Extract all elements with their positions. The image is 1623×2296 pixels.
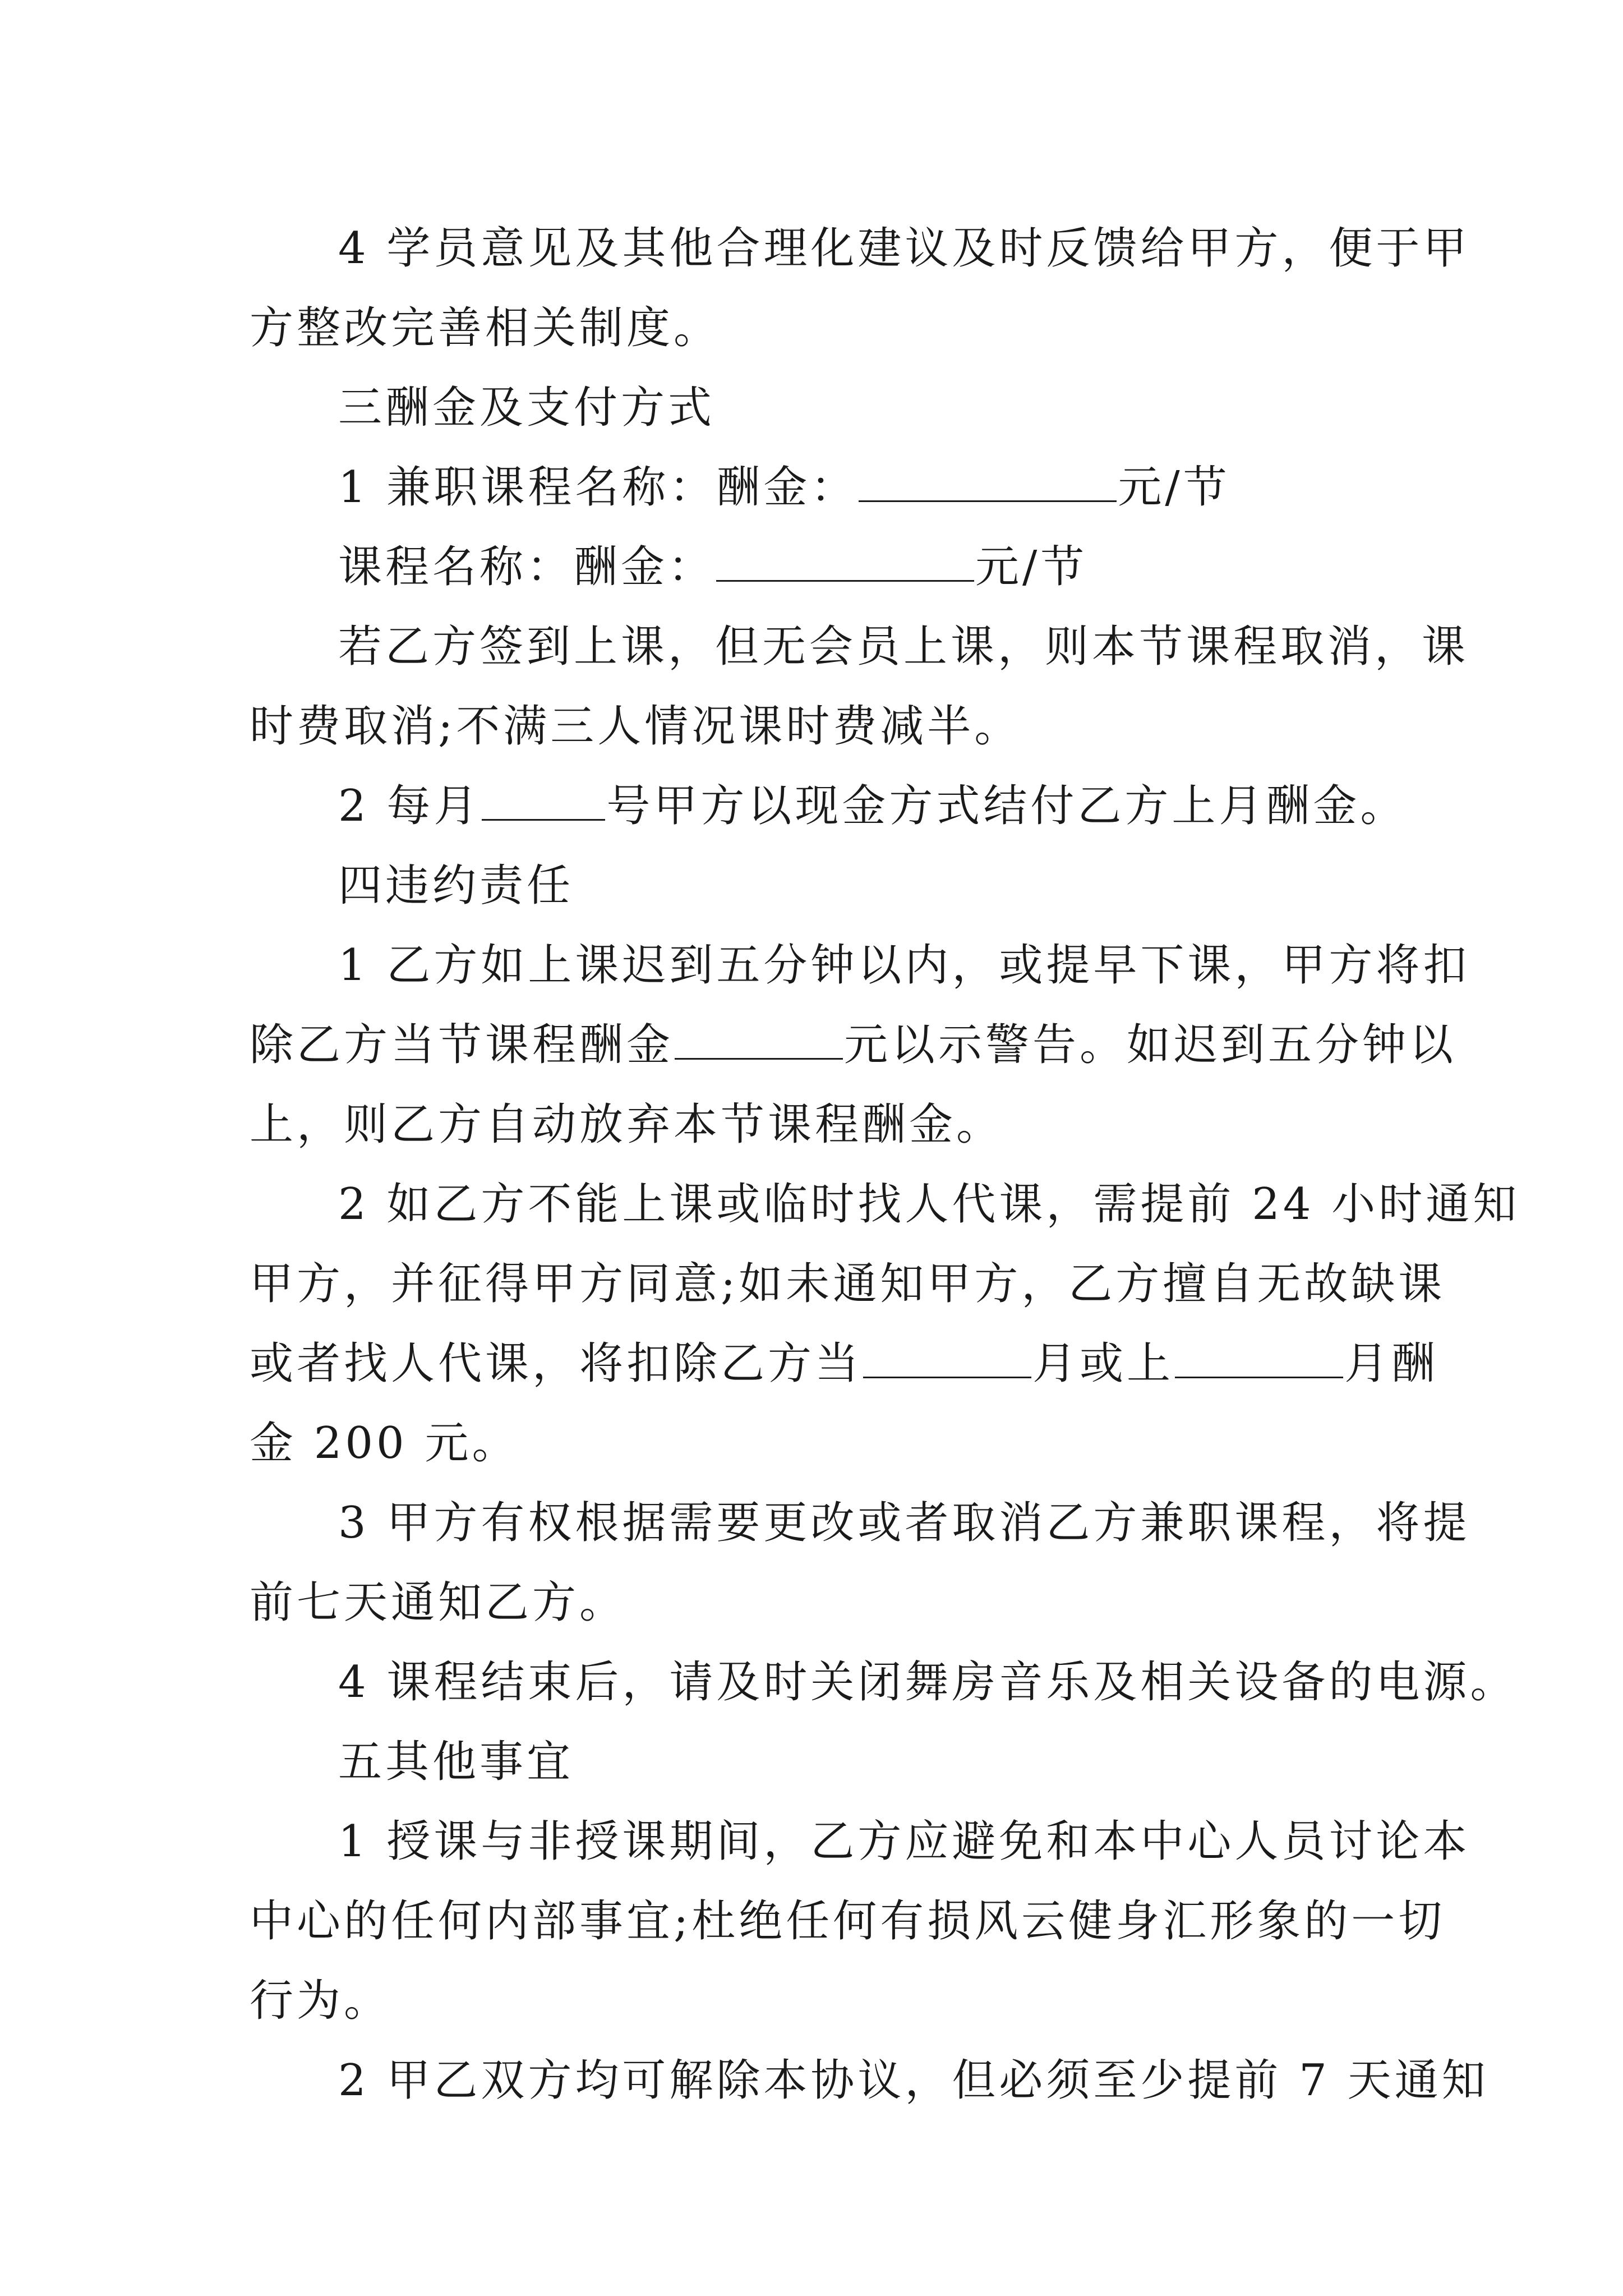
fill-in-blank[interactable] xyxy=(859,461,1117,502)
fee-label: 1 兼职课程名称：酬金： xyxy=(338,462,858,513)
fee-unit: 元/节 xyxy=(1118,462,1230,513)
paragraph-line: 2 甲乙双方均可解除本协议，但必须至少提前 7 天通知 xyxy=(338,2055,1489,2106)
section-heading: 三酬金及支付方式 xyxy=(338,383,716,433)
paragraph-line: 2 如乙方不能上课或临时找人代课，需提前 24 小时通知 xyxy=(338,1179,1520,1230)
paragraph-line: 甲方，并征得甲方同意;如未通知甲方，乙方擅自无故缺课 xyxy=(250,1259,1446,1309)
deduction-prefix: 或者找人代课，将扣除乙方当 xyxy=(250,1338,863,1389)
payment-suffix: 号甲方以现金方式结付乙方上月酬金。 xyxy=(606,781,1408,831)
section-heading: 四违约责任 xyxy=(338,861,574,911)
penalty-suffix: 元以示警告。如迟到五分钟以 xyxy=(844,1020,1457,1070)
fee-label: 课程名称：酬金： xyxy=(338,542,716,592)
paragraph-line: 若乙方签到上课，但无会员上课，则本节课程取消，课 xyxy=(338,622,1469,672)
paragraph-line xyxy=(250,1005,1457,1085)
fee-line xyxy=(250,527,1399,607)
document-page xyxy=(250,209,1520,2120)
fill-in-blank[interactable] xyxy=(675,1019,843,1060)
paragraph-line: 前七天通知乙方。 xyxy=(250,1577,627,1628)
deduction-suffix: 月酬 xyxy=(1344,1338,1439,1389)
deduction-mid: 月或上 xyxy=(1032,1338,1174,1389)
paragraph-line: 4 学员意见及其他合理化建议及时反馈给甲方，便于甲 xyxy=(338,223,1470,274)
paragraph-line: 上，则乙方自动放弃本节课程酬金。 xyxy=(250,1099,1004,1150)
paragraph-line: 4 课程结束后，请及时关闭舞房音乐及相关设备的电源。 xyxy=(338,1657,1518,1708)
fill-in-blank[interactable] xyxy=(482,780,605,821)
payment-prefix: 2 每月 xyxy=(338,781,481,831)
paragraph-line: 1 授课与非授课期间，乙方应避免和本中心人员讨论本 xyxy=(338,1816,1470,1867)
paragraph-line: 方整改完善相关制度。 xyxy=(250,303,721,353)
paragraph-line: 1 乙方如上课迟到五分钟以内，或提早下课，甲方将扣 xyxy=(338,940,1470,991)
payment-line xyxy=(250,766,1408,846)
fill-in-blank[interactable] xyxy=(1175,1337,1343,1378)
paragraph-line: 行为。 xyxy=(250,1976,391,2026)
paragraph-line: 中心的任何内部事宜;杜绝任何有损风云健身汇形象的一切 xyxy=(250,1896,1446,1947)
paragraph-line: 时费取消;不满三人情况课时费减半。 xyxy=(250,701,1022,752)
paragraph-line: 3 甲方有权根据需要更改或者取消乙方兼职课程，将提 xyxy=(338,1498,1470,1548)
paragraph-line: 金 200 元。 xyxy=(250,1418,519,1469)
penalty-prefix: 除乙方当节课程酬金 xyxy=(250,1020,674,1070)
section-heading: 五其他事宜 xyxy=(338,1737,574,1787)
paragraph-line xyxy=(250,1324,1439,1404)
fee-line xyxy=(250,448,1399,527)
fee-unit: 元/节 xyxy=(975,542,1088,592)
fill-in-blank[interactable] xyxy=(863,1337,1031,1378)
fill-in-blank[interactable] xyxy=(716,541,974,582)
